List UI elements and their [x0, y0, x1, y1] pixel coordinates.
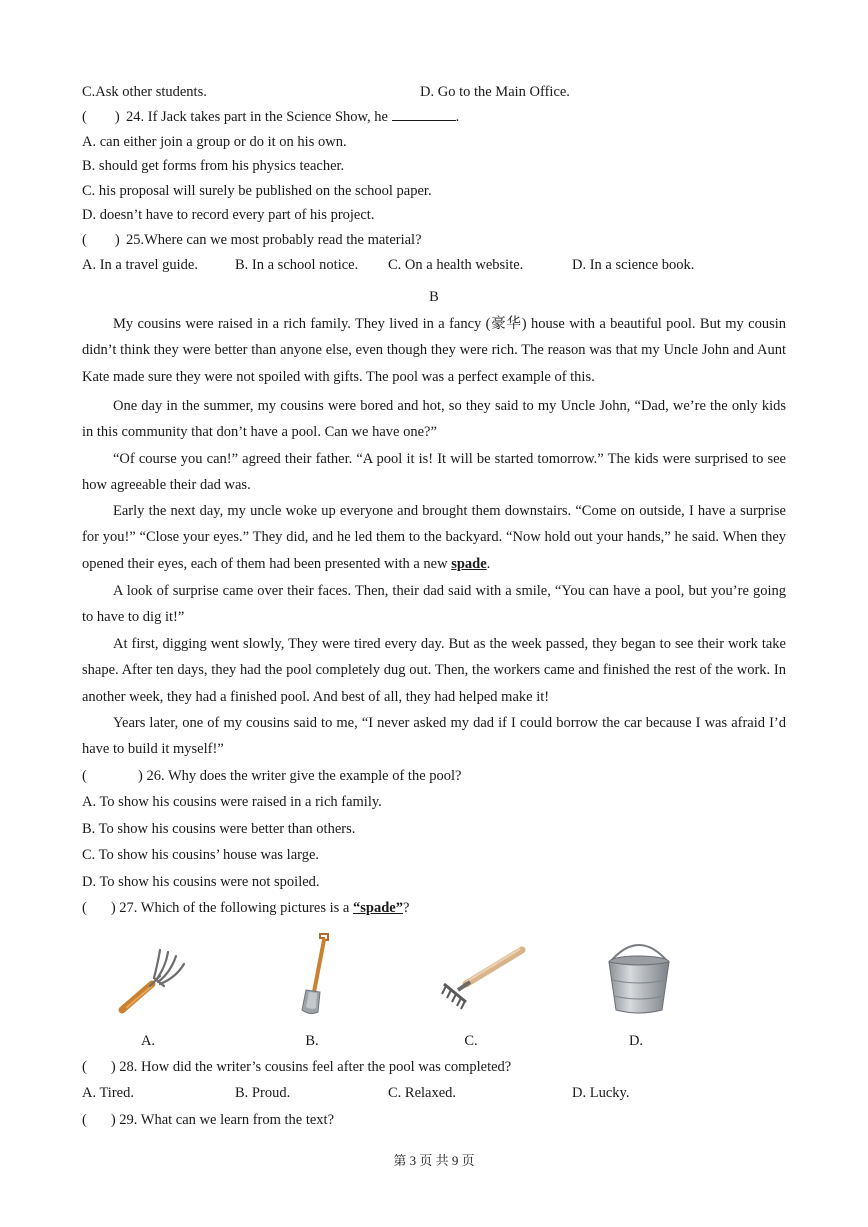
- picture-label-d: D.: [628, 1033, 644, 1049]
- rake-icon: [436, 944, 528, 1010]
- picture-label-b: B.: [305, 1033, 319, 1049]
- q25-option-d: D. In a science book.: [572, 257, 695, 273]
- q26-option-d: D. To show his cousins were not spoiled.: [82, 874, 320, 890]
- picture-label-c: C.: [464, 1033, 478, 1049]
- q24-option-b: B. should get forms from his physics teacher.: [82, 158, 345, 174]
- q28-option-c: C. Relaxed.: [388, 1085, 457, 1101]
- q24-option-d: D. doesn’t have to record every part of his project.: [82, 207, 375, 223]
- answer-blank: [392, 108, 456, 121]
- spade-icon: [296, 932, 336, 1016]
- q29-stem: ( ) 29. What can we learn from the text?: [82, 1112, 335, 1128]
- q25-option-b: B. In a school notice.: [235, 257, 359, 273]
- keyword-spade-quoted: “spade”: [353, 900, 403, 916]
- q28-option-b: B. Proud.: [235, 1085, 291, 1101]
- passage-paragraph-5: A look of surprise came over their faces. Then, their dad said with a smile, “You can have a pool, but you’re going to have to dig it!”: [82, 583, 786, 626]
- q25-option-a: A. In a travel guide.: [82, 257, 198, 273]
- pitchfork-icon: [116, 940, 192, 1016]
- q24-stem: ( ) 24. If Jack takes part in the Science Show, he .: [82, 109, 460, 125]
- passage-paragraph-7: Years later, one of my cousins said to me, “I never asked my dad if I could borrow the car because I was afraid I’d have to build it myself!”: [82, 715, 786, 758]
- page-number-footer: 第 3 页 共 9 页: [393, 1153, 475, 1168]
- passage-paragraph-4: Early the next day, my uncle woke up everyone and brought them downstairs. “Come on outside, I have a surprise for you!” “Close your eyes.” They did, and he led them to the backyard. “Now hold out your hands,” he said. When they opened their eyes, each of them had been presented with a new spade.: [82, 503, 786, 572]
- q28-option-d: D. Lucky.: [572, 1085, 630, 1101]
- picture-label-a: A.: [140, 1033, 156, 1049]
- q23-option-c: C.Ask other students.: [82, 84, 207, 100]
- q28-option-a: A. Tired.: [82, 1085, 134, 1101]
- section-title: B: [429, 289, 439, 305]
- keyword-spade: spade: [451, 555, 487, 572]
- q23-option-d: D. Go to the Main Office.: [420, 84, 570, 100]
- q25-option-c: C. On a health website.: [388, 257, 524, 273]
- q26-stem: ( ) 26. Why does the writer give the example of the pool?: [82, 768, 462, 784]
- q24-option-a: A. can either join a group or do it on his own.: [82, 134, 347, 150]
- q26-option-c: C. To show his cousins’ house was large.: [82, 847, 320, 863]
- passage-paragraph-6: At first, digging went slowly, They were tired every day. But as the week passed, they began to see their work take shape. After ten days, they had the pool completely dug out. Then, the workers came and finished the rest of the work. In another week, they had a finished pool. And best of all, they had helped make it!: [82, 636, 786, 705]
- q28-stem: ( ) 28. How did the writer’s cousins feel after the pool was completed?: [82, 1059, 512, 1075]
- q24-option-c: C. his proposal will surely be published on the school paper.: [82, 183, 432, 199]
- passage-paragraph-3: “Of course you can!” agreed their father. “A pool it is! It will be started tomorrow.” The kids were surprised to see how agreeable their dad was.: [82, 451, 786, 494]
- q25-stem: ( ) 25.Where can we most probably read the material?: [82, 232, 422, 248]
- bucket-icon: [604, 936, 674, 1016]
- q27-stem: ( ) 27. Which of the following pictures is a “spade”?: [82, 900, 410, 916]
- q26-option-b: B. To show his cousins were better than others.: [82, 821, 356, 837]
- passage-paragraph-2: One day in the summer, my cousins were bored and hot, so they said to my Uncle John, “Dad, we’re the only kids in this community that don’t have a pool. Can we have one?”: [82, 398, 786, 441]
- passage-paragraph-1: My cousins were raised in a rich family. They lived in a fancy (豪华) house with a beautiful pool. But my cousin didn’t think they were better than anyone else, even though they were rich. The reason was that my Uncle John and Aunt Kate made sure they were not spoiled with gifts. The pool was a perfect example of this.: [82, 316, 786, 385]
- q26-option-a: A. To show his cousins were raised in a rich family.: [82, 794, 382, 810]
